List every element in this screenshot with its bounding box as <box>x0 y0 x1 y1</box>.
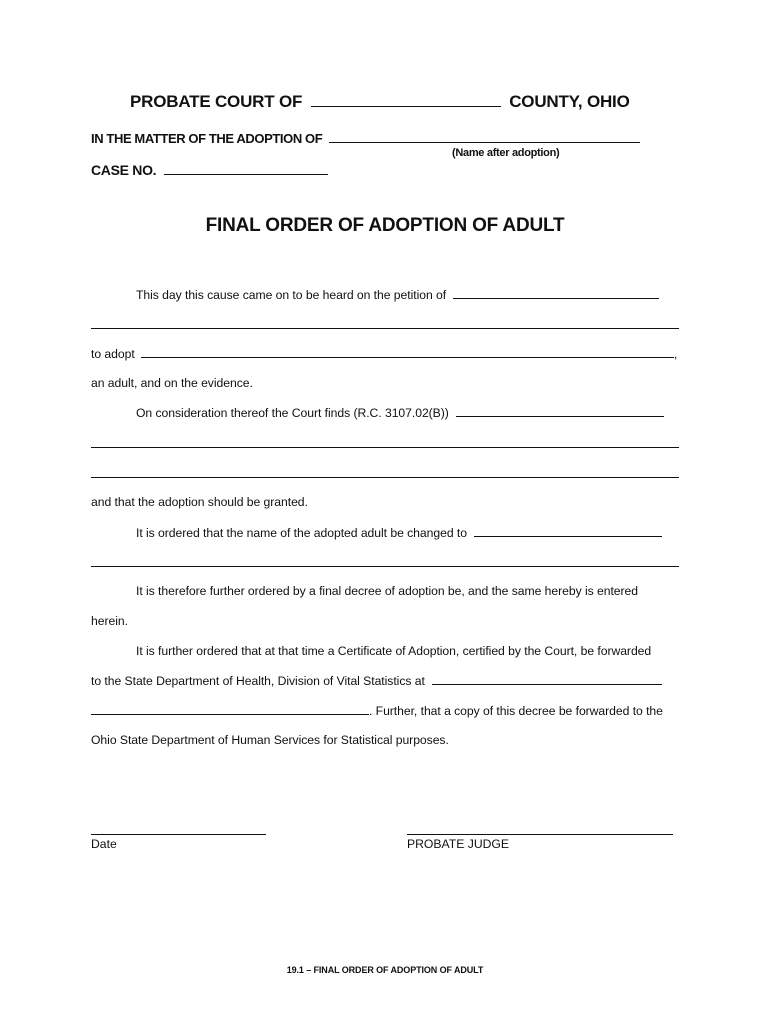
petitioner-blank[interactable] <box>453 287 659 299</box>
further-copy-text: . Further, that a copy of this decree be forwarded to the <box>369 704 663 718</box>
to-adopt-comma: , <box>674 347 678 361</box>
consideration-line <box>136 405 664 420</box>
consideration-text: On consideration thereof the Court finds (R.C. 3107.02(B)) <box>136 406 449 420</box>
name-change-text: It is ordered that the name of the adopted adult be changed to <box>136 526 467 540</box>
to-adopt-label: to adopt <box>91 347 135 361</box>
court-prefix: PROBATE COURT OF <box>130 92 303 111</box>
document-title: FINAL ORDER OF ADOPTION OF ADULT <box>205 215 565 236</box>
court-suffix: COUNTY, OHIO <box>509 92 630 111</box>
name-change-line <box>136 525 662 540</box>
petition-line <box>136 287 659 302</box>
adoptee-blank[interactable] <box>141 346 674 358</box>
final-decree-text: It is therefore further ordered by a final decree of adoption be, and the same hereby is entered <box>136 584 638 598</box>
further-copy-line <box>91 703 663 718</box>
human-services-text: Ohio State Department of Human Services for Statistical purposes. <box>91 733 449 747</box>
adoption-granted-text: and that the adoption should be granted. <box>91 495 308 509</box>
name-after-adoption-note: (Name after adoption) <box>452 147 560 159</box>
herein-text: herein. <box>91 614 128 628</box>
adoptee-name-blank[interactable] <box>329 131 640 143</box>
certificate-text: It is further ordered that at that time a Certificate of Adoption, certified by the Court, be forwarded <box>136 644 652 658</box>
date-label: Date <box>91 837 117 851</box>
adult-evidence-text: an adult, and on the evidence. <box>91 376 253 390</box>
findings-continuation-blank-1[interactable] <box>91 447 679 448</box>
adoption-matter-line <box>91 131 640 146</box>
findings-blank[interactable] <box>456 405 664 417</box>
case-no-label: CASE NO. <box>91 162 157 178</box>
vital-statistics-address-blank[interactable] <box>432 673 662 685</box>
probate-judge-label: PROBATE JUDGE <box>407 837 510 851</box>
judge-signature-line[interactable] <box>407 834 673 835</box>
new-name-blank[interactable] <box>474 525 662 537</box>
petition-text: This day this cause came on to be heard on the petition of <box>136 288 447 302</box>
petitioner-continuation-blank[interactable] <box>91 328 679 329</box>
findings-continuation-blank-2[interactable] <box>91 477 679 478</box>
court-heading <box>130 92 630 112</box>
case-number-line <box>91 162 328 178</box>
new-name-continuation-blank[interactable] <box>91 566 679 567</box>
state-dept-line <box>91 673 662 688</box>
state-dept-text: to the State Department of Health, Division of Vital Statistics at <box>91 674 425 688</box>
date-signature-line[interactable] <box>91 834 266 835</box>
case-number-blank[interactable] <box>164 162 328 175</box>
address-continuation-blank[interactable] <box>91 703 369 715</box>
matter-label: IN THE MATTER OF THE ADOPTION OF <box>91 131 323 146</box>
form-footer: 19.1 – FINAL ORDER OF ADOPTION OF ADULT <box>286 965 484 975</box>
to-adopt-line <box>91 346 677 361</box>
county-blank[interactable] <box>311 93 501 107</box>
